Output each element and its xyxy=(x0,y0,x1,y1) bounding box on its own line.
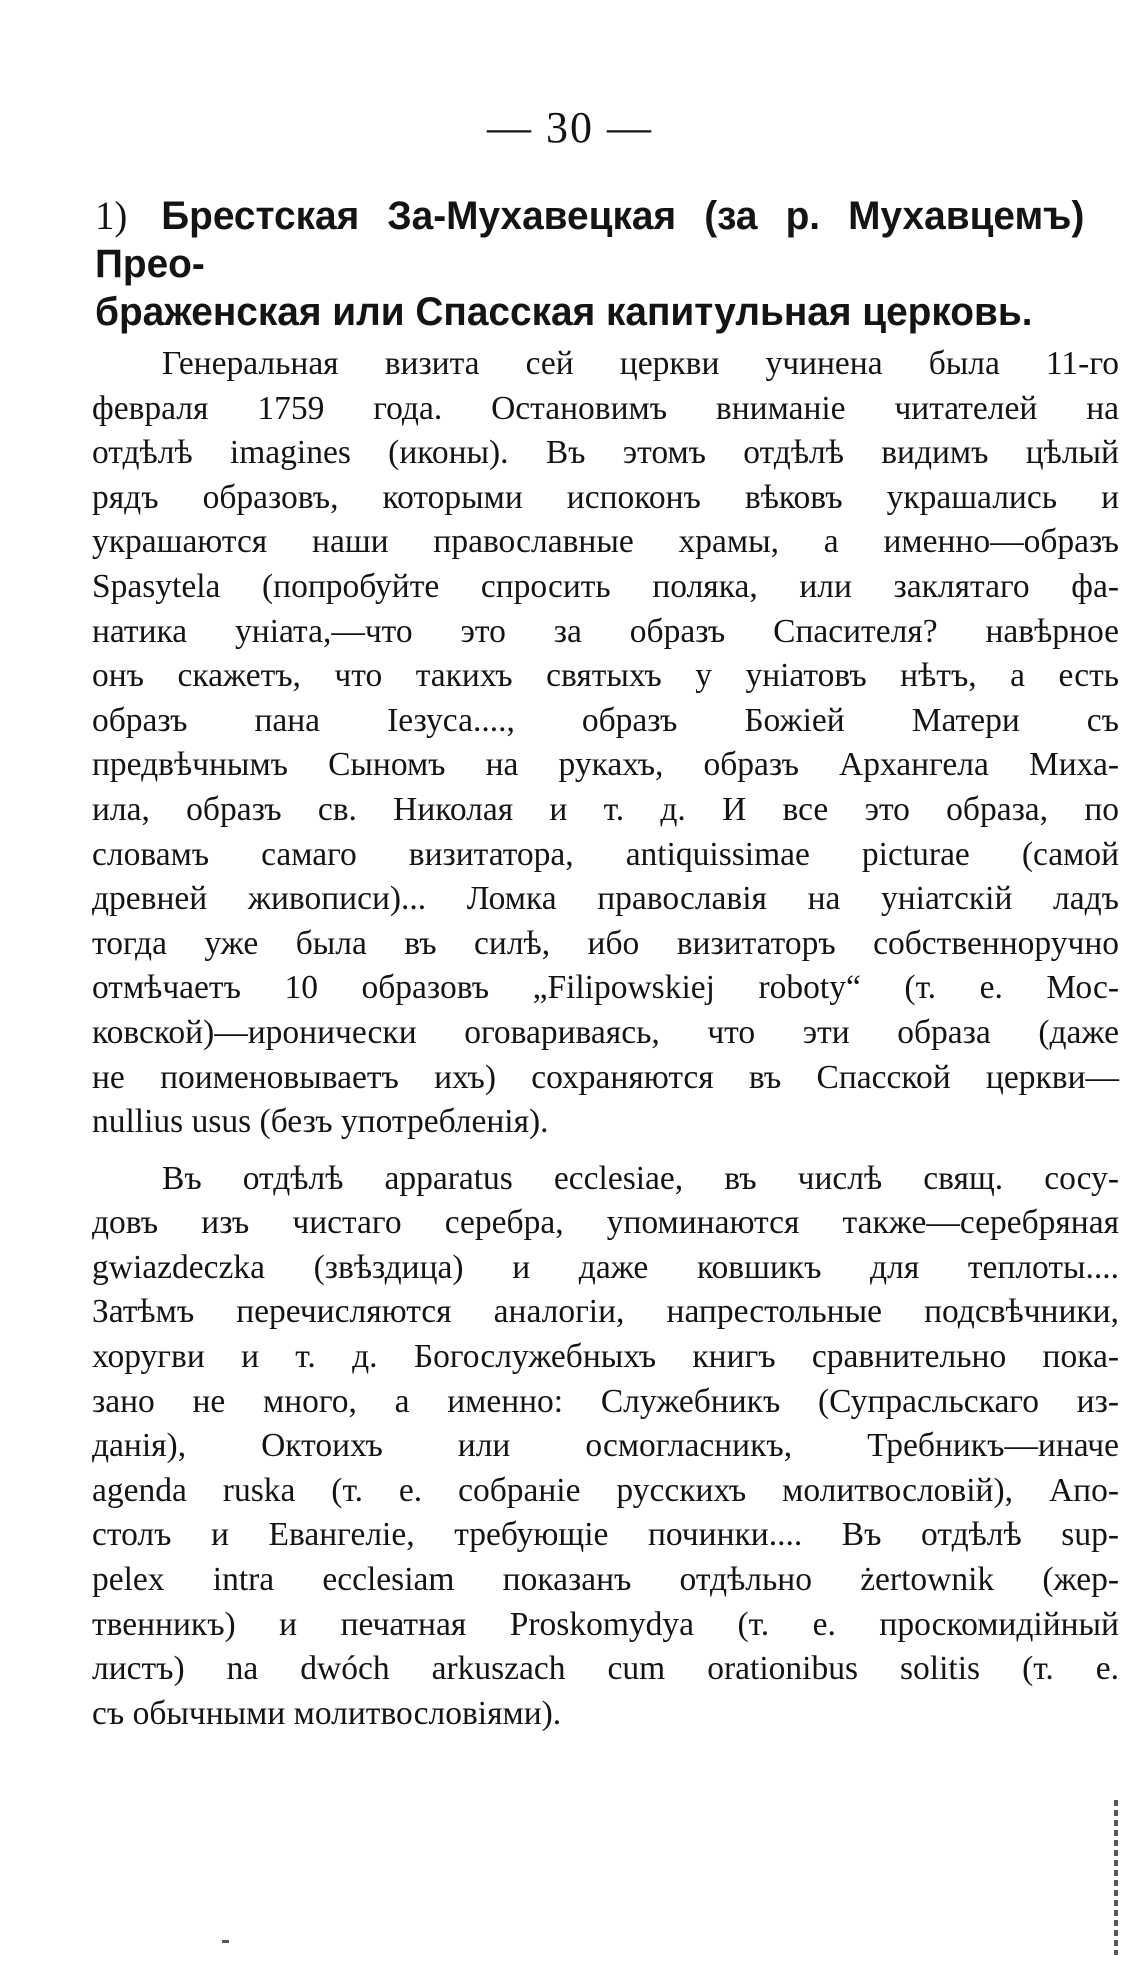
paragraph-2-line: съ обычными молитвословіями). xyxy=(92,1694,562,1732)
paragraph-1-line: предвѣчнымъ Сыномъ на рукахъ, образъ Архангела Миха- xyxy=(92,746,1119,784)
paragraph-1-line: Генеральная визита сей церкви учинена была 11-го xyxy=(162,345,1119,382)
section-heading-text-1: Брестская За-Мухавецкая (за р. Мухавцемъ) Прео- xyxy=(95,194,1085,286)
section-number: 1) xyxy=(95,193,128,238)
section-heading-line-2: браженская или Спасская капитульная церковь. xyxy=(95,290,1033,334)
paragraph-2-line: довъ изъ чистаго серебра, упоминаются также—серебряная xyxy=(92,1204,1119,1242)
paragraph-1-line: Spasytela (попробуйте спросить поляка, или заклятаго фа- xyxy=(92,567,1119,605)
paragraph-2-line: Въ отдѣлѣ apparatus ecclesiae, въ числѣ свящ. сосу- xyxy=(162,1159,1119,1197)
paragraph-1-line: образъ пана Iезуса...., образъ Божіей Матери съ xyxy=(92,701,1119,739)
paragraph-1-line: ковской)—иронически оговариваясь, что эти образа (даже xyxy=(92,1013,1119,1051)
paragraph-1-line: древней живописи)... Ломка православія на уніатскій ладъ xyxy=(92,880,1119,918)
paragraph-1-line: натика уніата,—что это за образъ Спасителя? навѣрное xyxy=(92,612,1119,650)
paragraph-2-line: твенникъ) и печатная Proskomydya (т. е. проскомидійный xyxy=(92,1605,1119,1643)
page-number: — 30 — xyxy=(487,103,653,152)
paragraph-1-line: тогда уже была въ силѣ, ибо визитаторъ собственноручно xyxy=(92,924,1119,962)
section-heading-line-1 xyxy=(95,192,1084,288)
body-text xyxy=(92,342,1119,1736)
paragraph-2-line: хоругви и т. д. Богослужебныхъ книгъ сравнительно пока- xyxy=(92,1338,1119,1376)
page-edge-mark xyxy=(1114,1800,1118,1955)
paragraph-1-line: украшаются наши православные храмы, а именно—образъ xyxy=(92,523,1119,561)
paragraph-1-line: онъ скажетъ, что такихъ святыхъ у уніатовъ нѣтъ, а есть xyxy=(92,657,1119,695)
paragraph-2-line: зано не много, а именно: Служебникъ (Супрасльскаго из- xyxy=(92,1382,1119,1420)
paragraph-2-line: листъ) na dwóch arkuszach cum orationibus solitis (т. е. xyxy=(92,1650,1119,1688)
paragraph-1-line: nullius usus (безъ употребленія). xyxy=(92,1103,549,1141)
paragraph-1-line: ила, образъ св. Николая и т. д. И все это образа, по xyxy=(92,790,1119,828)
paragraph-1-line: рядъ образовъ, которыми испоконъ вѣковъ украшались и xyxy=(92,478,1119,516)
paragraph-1-line: не поименовываетъ ихъ) сохраняются въ Спасской церкви— xyxy=(92,1058,1119,1096)
paragraph-1-line: словамъ самаго визитатора, antiquissimae picturae (самой xyxy=(92,835,1119,873)
section-heading xyxy=(95,192,1084,336)
paragraph-2-line: agenda ruska (т. е. собраніе русскихъ молитвословій), Апо- xyxy=(92,1471,1119,1509)
paragraph-1-line: отдѣлѣ imagines (иконы). Въ этомъ отдѣлѣ видимъ цѣлый xyxy=(92,434,1119,472)
paragraph-2-line: Затѣмъ перечисляются аналогіи, напрестольные подсвѣчники, xyxy=(92,1293,1119,1331)
print-speck xyxy=(222,1940,229,1943)
paragraph-2-line: gwiazdeczka (звѣздица) и даже ковшикъ для теплоты.... xyxy=(92,1248,1119,1286)
paragraph-2-line: столъ и Евангеліе, требующіе починки.... Въ отдѣлѣ sup- xyxy=(92,1516,1119,1554)
paragraph-2-line: pelex intra ecclesiam показанъ отдѣльно żertownik (жер- xyxy=(92,1561,1119,1599)
paragraph-2-line: данія), Октоихъ или осмогласникъ, Требникъ—иначе xyxy=(92,1427,1119,1465)
paragraph-1-line: февраля 1759 года. Остановимъ вниманіе читателей на xyxy=(92,389,1119,427)
paragraph-1-line: отмѣчаетъ 10 образовъ „Filipowskiej roboty“ (т. е. Мос- xyxy=(92,969,1119,1007)
